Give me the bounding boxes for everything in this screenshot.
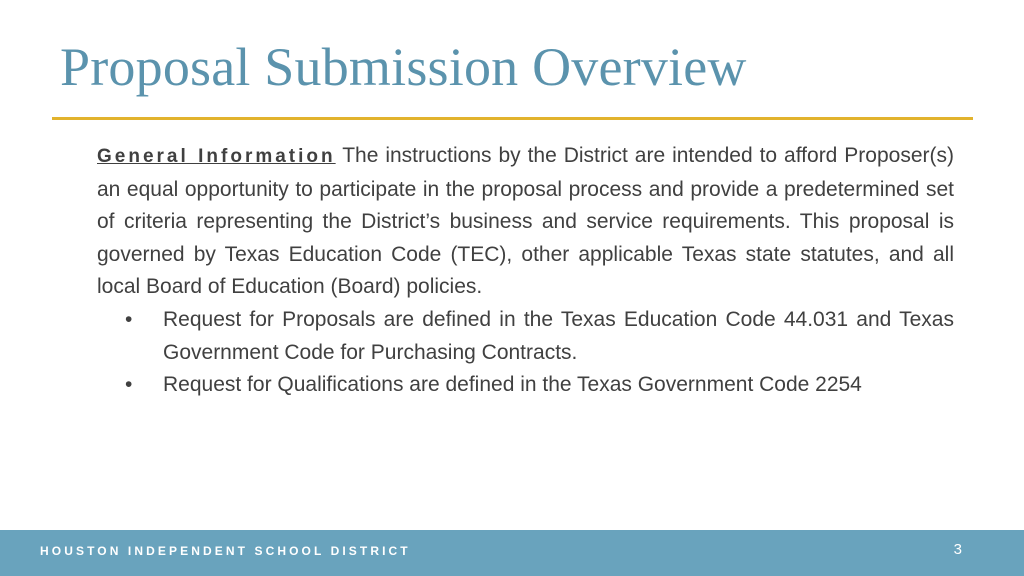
- bullet-list: [97, 304, 954, 402]
- bullet-icon: •: [125, 307, 133, 331]
- general-information-paragraph: [97, 140, 954, 304]
- footer-organization: HOUSTON INDEPENDENT SCHOOL DISTRICT: [40, 544, 411, 558]
- footer-bar: [0, 530, 1024, 576]
- list-item: [97, 304, 954, 369]
- bullet-icon: •: [125, 373, 133, 397]
- list-item: [97, 369, 954, 402]
- title-divider: [52, 117, 973, 120]
- bullet-text: Request for Proposals are defined in the Texas Education Code 44.031 and Texas Government Code for Purchasing Contracts.: [163, 307, 954, 364]
- bullet-text: Request for Qualifications are defined in the Texas Government Code 2254: [163, 373, 862, 397]
- general-information-heading: General Information: [97, 146, 336, 167]
- paragraph-text: The instructions by the District are intended to afford Proposer(s) an equal opportunity to participate in the proposal process and provide a predetermined set of criteria representing the District’s business and service requirements. This proposal is governed by Texas Education Code (TEC), other applicable Texas state statutes, and all local Board of Education (Board) policies.: [97, 144, 954, 299]
- slide-body: [97, 140, 954, 402]
- page-number: 3: [953, 541, 962, 558]
- slide-title: Proposal Submission Overview: [60, 37, 747, 97]
